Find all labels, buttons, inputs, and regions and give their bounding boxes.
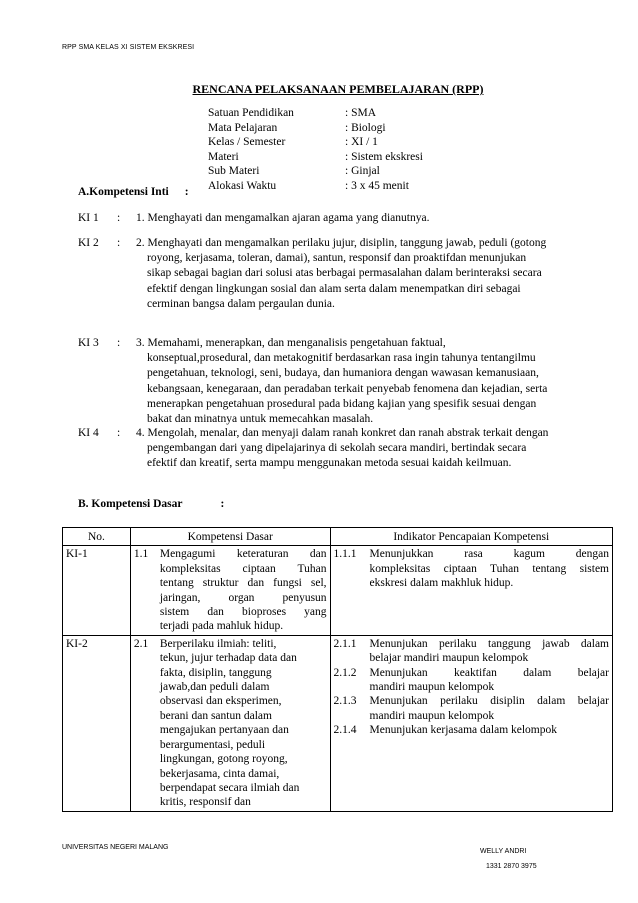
header-kompetensi-dasar: Kompetensi Dasar (130, 528, 330, 546)
kd-text-line: berargumentasi, peduli (159, 738, 266, 751)
indicator-item (334, 637, 609, 666)
kd-text-line: bekerjasama, cinta damai, (159, 767, 280, 780)
kd-text-line: berani dan santun dalam (159, 709, 272, 722)
indicator-text-line: kompleksitas ciptaan Tuhan tentang sistem (369, 562, 609, 575)
identity-row (208, 121, 423, 136)
ki-text (136, 336, 606, 427)
indicator-item (334, 666, 609, 695)
identity-row (208, 106, 423, 121)
running-header: RPP SMA KELAS XI SISTEM EKSKRESI (62, 44, 195, 51)
identity-label: Mata Pelajaran (208, 121, 278, 134)
document-title: RENCANA PELAKSANAAN PEMBELAJARAN (RPP) (192, 82, 484, 96)
ki-colon: : (117, 427, 121, 439)
identity-value: : Biologi (345, 121, 386, 134)
identity-value: : XI / 1 (345, 136, 378, 148)
identity-label: Satuan Pendidikan (208, 107, 294, 119)
identity-label: Sub Materi (208, 165, 260, 177)
identity-value: : Sistem ekskresi (345, 150, 423, 163)
kd-text-line: kritis, responsif dan (159, 796, 251, 809)
kd-number: 2.1 (133, 637, 149, 650)
cell-no: KI-2 (63, 635, 131, 811)
ki-text-line: 1. Menghayati dan mengamalkan ajaran agama yang dianutnya. (136, 212, 430, 224)
identity-row (208, 150, 423, 165)
kd-text-line: sistem dan bioproses yang (159, 606, 327, 619)
indicator-number: 1.1.1 (333, 548, 357, 561)
kd-text-line: Berperilaku ilmiah: teliti, (159, 637, 277, 650)
ki-text-line: menerapkan pengetahuan prosedural pada bidang kajian yang spesifik sesuai dengan (147, 397, 537, 410)
ki-colon: : (117, 237, 121, 249)
identity-value: : 3 x 45 menit (345, 179, 409, 192)
indicator-number: 2.1.2 (333, 666, 357, 679)
ki-text (136, 236, 606, 312)
cell-no: KI-1 (63, 546, 131, 635)
kd-text-line: kompleksitas ciptaan Tuhan (159, 562, 327, 575)
indicator-text-line: Menunjukan keaktifan dalam belajar (369, 666, 609, 679)
ki-text-line: sikap sebagai bagian dari solusi atas berbagai permasalahan dalam berinteraksi secara (147, 267, 542, 280)
header-indikator: Indikator Pencapaian Kompetensi (330, 528, 612, 546)
identity-label: Materi (208, 150, 239, 163)
indicator-item (334, 723, 609, 737)
section-a-colon: : (184, 186, 189, 198)
ki-text (136, 211, 606, 226)
indicator-text-line: mandiri maupun kelompok (369, 709, 495, 722)
indicator-number: 2.1.1 (333, 637, 357, 650)
ki-text-line: efektif dengan lingkungan sosial dan alam serta dalam menempatkan diri sebagai (147, 282, 521, 295)
footer-university: UNIVERSITAS NEGERI MALANG (62, 844, 169, 851)
ki-colon: : (117, 212, 121, 224)
identity-label: Alokasi Waktu (208, 179, 277, 192)
ki-colon: : (117, 337, 121, 349)
footer-name: WELLY ANDRI (480, 848, 527, 855)
identity-block (208, 106, 423, 193)
kd-text-line: jawab,dan peduli dalam (159, 681, 270, 694)
indicator-item (334, 547, 609, 590)
kd-text-line: Mengagumi keteraturan dan (159, 548, 327, 561)
identity-row (208, 179, 423, 194)
section-a-heading (78, 186, 189, 198)
ki-text-line: royong, kerjasama, toleran, damai), santun, responsif dan proaktifdan menunjukan (147, 252, 527, 265)
indicator-number: 2.1.3 (333, 695, 357, 708)
kd-text-line: terjadi pada mahluk hidup. (159, 620, 284, 633)
kd-text-line: observasi dan eksperimen, (159, 695, 282, 708)
kd-number: 1.1 (133, 548, 149, 561)
ki-code: KI 3 (78, 337, 99, 349)
section-b-colon: : (220, 498, 225, 510)
ki-text-line: kebangsaan, kenegaraan, dan peradaban terkait penyebab fenomena dan kejadian, serta (147, 382, 548, 395)
section-b-heading (78, 498, 224, 510)
indicator-text-line: mandiri maupun kelompok (369, 681, 495, 694)
cell-indikator (330, 635, 612, 811)
ki-text-line: 4. Mengolah, menalar, dan menyaji dalam ranah konkret dan ranah abstrak terkait dengan (136, 427, 549, 439)
table-header-row (63, 528, 613, 546)
footer-author (480, 844, 537, 874)
table-row (63, 546, 613, 635)
indicator-text-line: Menunjukan kerjasama dalam kelompok (369, 724, 558, 737)
ki-text-line: pengembangan dari yang dipelajarinya di sekolah secara mandiri, bertindak secara (147, 442, 527, 455)
header-no: No. (63, 528, 131, 546)
kd-text-line: fakta, disiplin, tanggung (159, 666, 272, 679)
ki-code: KI 2 (78, 237, 99, 249)
kd-text-line: tekun, jujur terhadap data dan (159, 652, 297, 665)
ki-text-line: 2. Menghayati dan mengamalkan perilaku jujur, disiplin, tanggung jawab, peduli (gotong (136, 237, 547, 249)
ki-code: KI 1 (78, 212, 99, 224)
table-row (63, 635, 613, 811)
indicator-text-line: ekskresi dalam makhluk hidup. (369, 577, 514, 590)
ki-text-line: pengetahuan, teknologi, seni, budaya, dan humaniora dengan wawasan kemanusiaan, (147, 367, 539, 380)
cell-kompetensi-dasar (130, 546, 330, 635)
identity-label: Kelas / Semester (208, 136, 286, 148)
indicator-text-line: Menunjukkan rasa kagum dengan (369, 548, 609, 561)
kompetensi-dasar-table (62, 527, 613, 812)
indicator-item (334, 694, 609, 723)
kd-text-line: jaringan, organ penyusun (159, 591, 327, 604)
ki-code: KI 4 (78, 427, 99, 439)
cell-kompetensi-dasar (130, 635, 330, 811)
indicator-text-line: Menunjukan perilaku tanggung jawab dalam (369, 637, 609, 650)
ki-text (136, 426, 606, 472)
indicator-number: 2.1.4 (333, 724, 357, 737)
identity-row (208, 164, 423, 179)
kd-text-line: tentang struktur dan fungsi sel, (159, 577, 327, 590)
cell-indikator (330, 546, 612, 635)
ki-text-line: konseptual,prosedural, dan metakognitif berdasarkan rasa ingin tahunya tentangilmu (147, 352, 536, 365)
ki-text-line: cerminan bangsa dalam pergaulan dunia. (147, 297, 335, 310)
ki-text-line: 3. Memahami, menerapkan, dan menganalisis pengetahuan faktual, (136, 337, 446, 349)
ki-text-line: bakat dan minatnya untuk memecahkan masalah. (147, 413, 374, 426)
ki-text-line: efektif dan kreatif, serta mampu menggunakan metoda sesuai kaidah keilmuan. (147, 457, 512, 470)
identity-row (208, 135, 423, 150)
identity-value: : SMA (345, 107, 376, 119)
section-b-title: B. Kompetensi Dasar (78, 498, 183, 510)
kd-text-line: mengajukan pertanyaan dan (159, 724, 289, 737)
identity-value: : Ginjal (345, 165, 380, 177)
indicator-text-line: Menunjukan perilaku disiplin dalam belajar (369, 695, 609, 708)
kd-text-line: lingkungan, gotong royong, (159, 753, 288, 766)
kd-text-line: berpendapat secara ilmiah dan (159, 781, 300, 794)
indicator-text-line: belajar mandiri maupun kelompok (369, 652, 529, 665)
section-a-title: A.Kompetensi Inti (78, 186, 169, 198)
footer-nim: 1331 2870 3975 (486, 863, 537, 870)
